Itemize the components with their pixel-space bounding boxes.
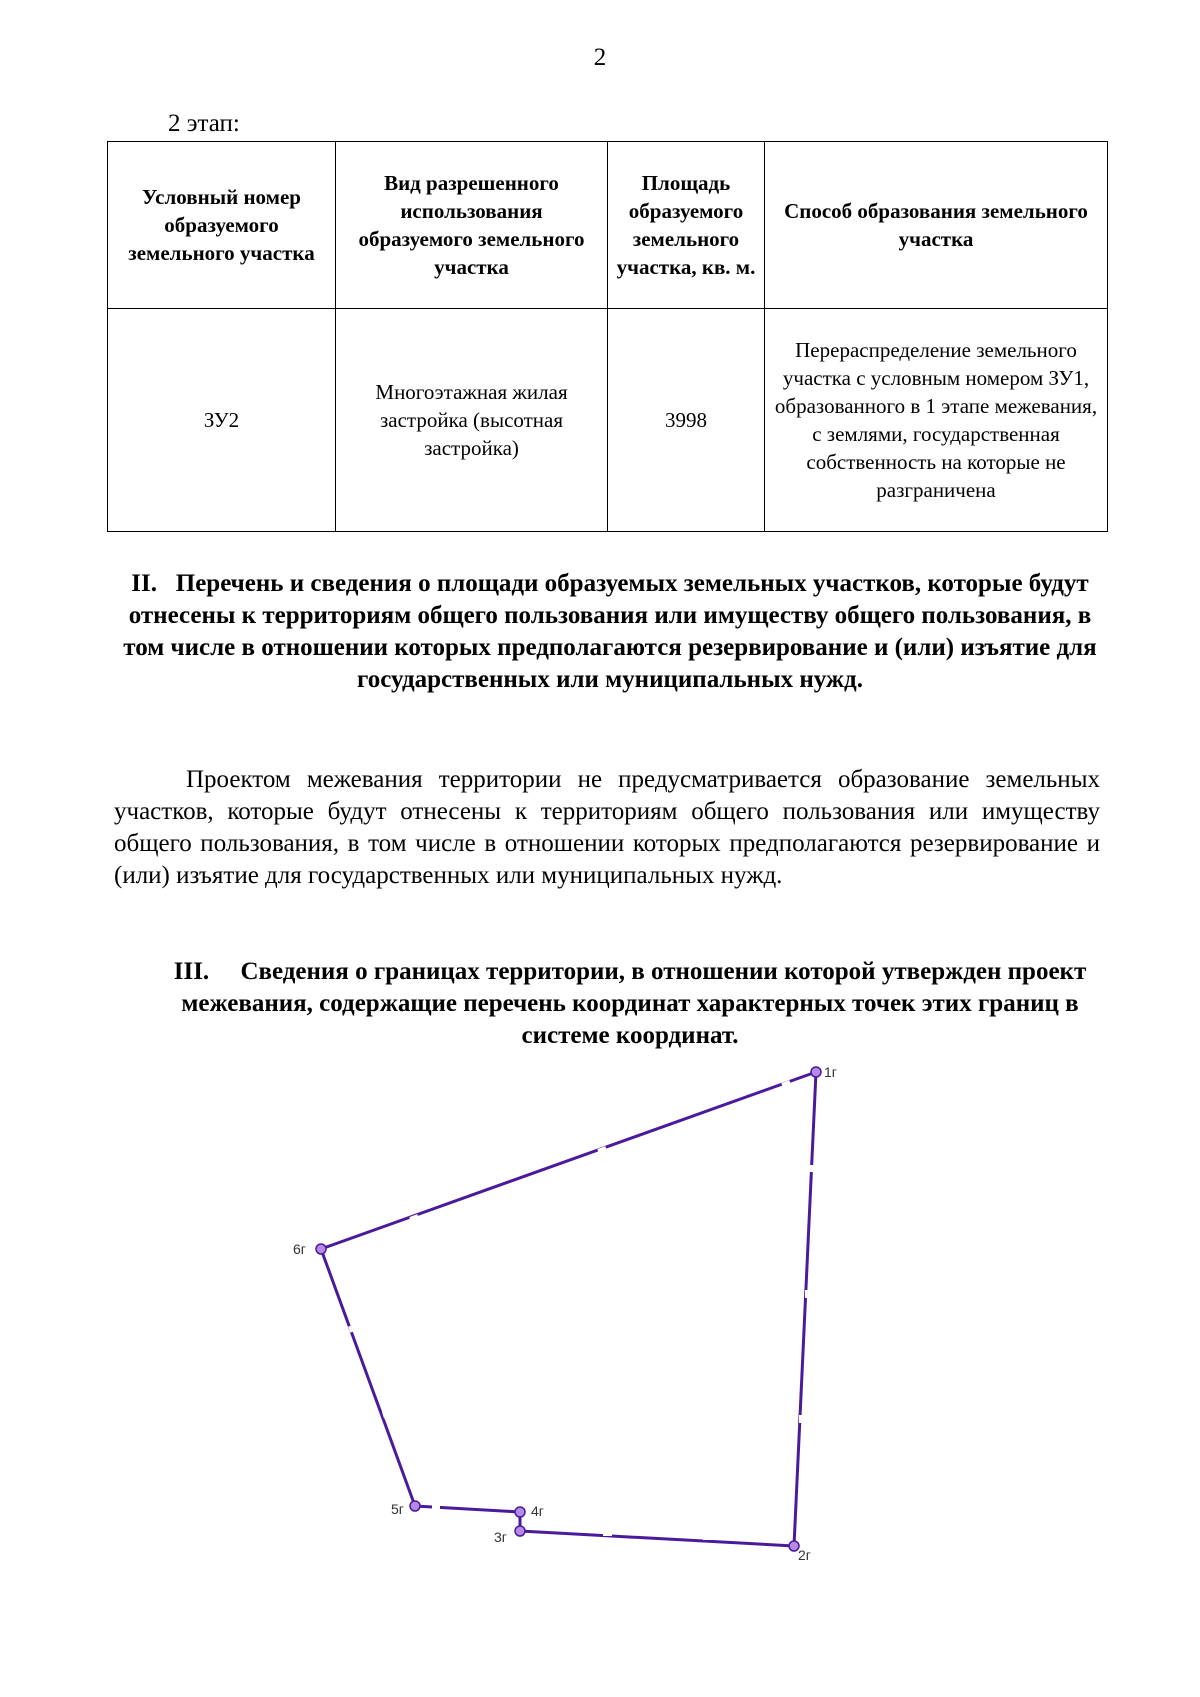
dash-mark [782, 1082, 790, 1085]
header-area: Площадь образуемого земельного участка, кв. м. [608, 142, 765, 309]
table-header-row [108, 142, 1108, 309]
point-label-4g: 4г [531, 1503, 544, 1519]
table-row [108, 309, 1108, 532]
cell-area: 3998 [608, 309, 765, 532]
header-permitted-use: Вид разрешенного использования образуемого земельного участка [336, 142, 608, 309]
section-2-paragraph: Проектом межевания территории не предусматривается образование земельных участков, которые будут отнесены к территориям общего пользования или имуществу общего пользования, в том числе в отношении которых предполагаются резервирование и (или) изъятие для государственных или муниципальных нужд. [114, 766, 1100, 889]
boundary-diagram [0, 1040, 1200, 1600]
section-2-heading-text: Перечень и сведения о площади образуемых земельных участков, которые будут отнесены к территориям общего пользования или имуществу общего пользования, в том числе в отношении которых предполагаются резервирование и (или) изъятие для государственных или муниципальных нужд. [123, 570, 1097, 693]
boundary-dash-marks [350, 1082, 812, 1538]
cell-permitted-use: Многоэтажная жилая застройка (высотная застройка) [336, 309, 608, 532]
dash-mark [410, 1216, 418, 1219]
dash-mark [350, 1326, 352, 1332]
point-4g-marker [515, 1507, 525, 1517]
dash-mark [384, 1412, 386, 1418]
point-6g-marker [316, 1244, 326, 1254]
header-parcel-number: Условный номер образуемого земельного участка [108, 142, 336, 309]
point-label-5g: 5г [391, 1501, 404, 1517]
point-label-3g: 3г [494, 1529, 507, 1545]
boundary-point-labels [293, 1064, 837, 1563]
cell-parcel-number: ЗУ2 [108, 309, 336, 532]
dash-mark [598, 1148, 606, 1151]
boundary-segment-1-2 [794, 1072, 816, 1546]
point-label-1g: 1г [824, 1064, 837, 1080]
cell-formation-method: Перераспределение земельного участка с условным номером ЗУ1, образованного в 1 этапе межевания, с землями, государственная собственность на которые не разграничена [765, 309, 1108, 532]
boundary-segment-5-6 [321, 1249, 415, 1506]
section-3-heading-text: Сведения о границах территории, в отношении которой утвержден проект межевания, содержащие перечень координат характерных точек этих границ в системе координат. [181, 958, 1087, 1049]
stage-label: 2 этап: [168, 110, 240, 137]
boundary-segment-4-5 [415, 1506, 520, 1512]
parcel-table [107, 141, 1108, 532]
page-number: 2 [593, 44, 607, 71]
boundary-segment-2-3 [520, 1531, 794, 1546]
section-2-numeral: II. [131, 570, 157, 597]
point-5g-marker [410, 1501, 420, 1511]
point-1g-marker [811, 1067, 821, 1077]
point-label-6g: 6г [293, 1241, 306, 1257]
section-2-heading [120, 568, 1100, 696]
boundary-points [316, 1067, 821, 1551]
point-label-2g: 2г [798, 1547, 811, 1563]
section-3-numeral: III. [173, 958, 210, 985]
boundary-lines [321, 1072, 816, 1546]
header-formation-method: Способ образования земельного участка [765, 142, 1108, 309]
boundary-segment-6-1 [321, 1072, 816, 1249]
point-3g-marker [515, 1526, 525, 1536]
section-3-heading [150, 956, 1110, 1052]
